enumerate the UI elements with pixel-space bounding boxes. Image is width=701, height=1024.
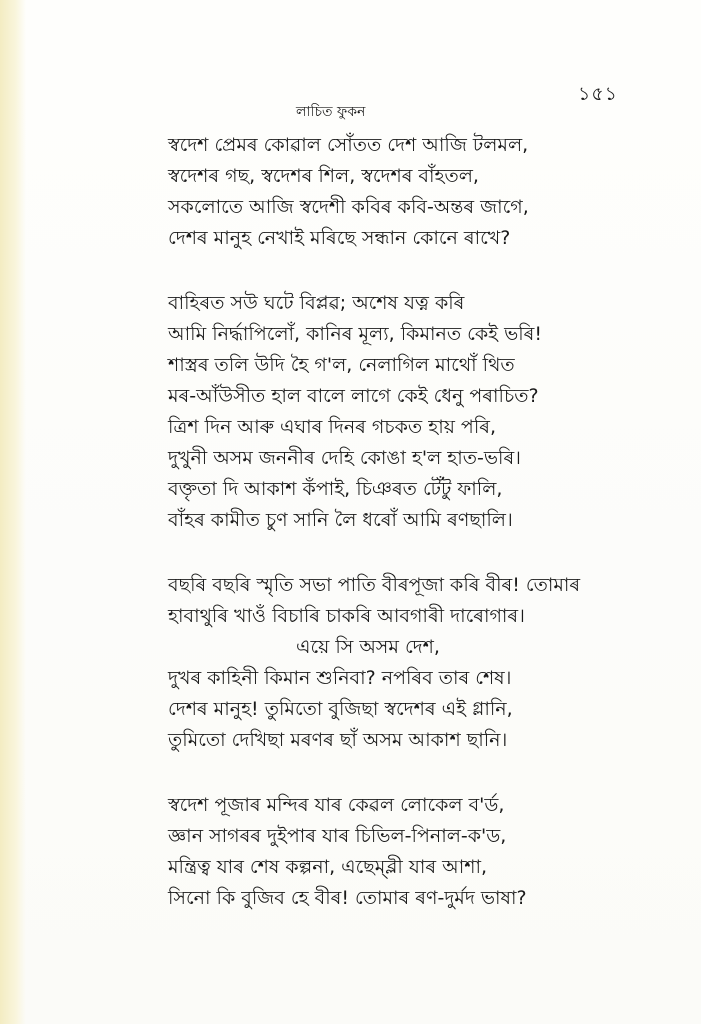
poem-line: বাঁহৰ কামীত চুণ সানি লৈ ধৰোঁ আমি ৰণছালি। xyxy=(168,509,513,531)
poem-line: স্বদেশ প্ৰেমৰ কোৱাল সোঁতত দেশ আজি টলমল, xyxy=(168,134,529,156)
stanza-gap xyxy=(168,536,668,570)
poem-line: দুখৰ কাহিনী কিমান শুনিবা? নপৰিব তাৰ শেষ। xyxy=(168,667,512,689)
stanza-4 xyxy=(168,790,668,914)
poem-line: দুখুনী অসম জননীৰ দেহি কোঙা হ'ল হাত-ভৰি। xyxy=(168,447,521,469)
stanza-2 xyxy=(168,288,668,536)
stanza-gap xyxy=(168,756,668,790)
poem-line: হাবাথুৰি খাওঁ বিচাৰি চাকৰি আবগাৰী দাৰোগাৰ। xyxy=(168,605,525,627)
poem-line: জ্ঞান সাগৰৰ দুইপাৰ যাৰ চিভিল-পিনাল-ক'ড, xyxy=(168,825,507,847)
poem-line: দেশৰ মানুহ! তুমিতো বুজিছা স্বদেশৰ এই গ্লানি, xyxy=(168,698,513,720)
poem-line: সকলোতে আজি স্বদেশী কবিৰ কবি-অন্তৰ জাগে, xyxy=(168,196,529,218)
poem-line: আমি নিৰ্দ্ধাপিলোঁ, কানিৰ মূল্য, কিমানত কেই ভৰি! xyxy=(168,323,542,345)
poem-line: বাহিৰত সউ ঘটে বিপ্লৱ; অশেষ যত্ন কৰি xyxy=(168,292,465,314)
stanza-1 xyxy=(168,130,668,254)
poem-line: স্বদেশৰ গছ, স্বদেশৰ শিল, স্বদেশৰ বাঁহতল, xyxy=(168,165,479,187)
poem-line: বছৰি বছৰি স্মৃতি সভা পাতি বীৰপূজা কৰি বীৰ! তোমাৰ xyxy=(168,574,581,596)
poem-line: তুমিতো দেখিছা মৰণৰ ছাঁ অসম আকাশ ছানি। xyxy=(168,729,508,751)
poem-line: শাস্ত্ৰৰ তলি উদি হৈ গ'ল, নেলাগিল মাথোঁ থিত xyxy=(168,354,515,376)
poem-line-indented: এয়ে সি অসম দেশ, xyxy=(296,636,440,658)
stanza-gap xyxy=(168,254,668,288)
poem-line: স্বদেশ পূজাৰ মন্দিৰ যাৰ কেৱল লোকেল ব'ৰ্ড, xyxy=(168,794,505,816)
poem-line: মৰ-আঁউসীত হাল বালে লাগে কেই ধেনু পৰাচিত? xyxy=(168,385,539,407)
page-number: ১৫১ xyxy=(578,83,618,105)
poem-line: সিনো কি বুজিব হে বীৰ! তোমাৰ ৰণ-দুৰ্মদ ভাষা? xyxy=(168,887,527,909)
poem-body xyxy=(168,130,668,914)
stanza-3 xyxy=(168,570,668,756)
poem-line: ত্ৰিশ দিন আৰু এঘাৰ দিনৰ গচকত হায় পৰি, xyxy=(168,416,497,438)
page-edge-shadow xyxy=(0,0,26,1024)
poem-line: দেশৰ মানুহ নেখাই মৰিছে সন্ধান কোনে ৰাখে? xyxy=(168,227,511,249)
poem-line: মন্ত্ৰিত্ব যাৰ শেষ কল্পনা, এছেম্ব্লী যাৰ আশা, xyxy=(168,856,488,878)
poem-line: বক্তৃতা দি আকাশ কঁপাই, চিঞৰত টেঁটু ফালি, xyxy=(168,478,503,500)
running-head: লাচিত ফুকন xyxy=(296,104,366,120)
